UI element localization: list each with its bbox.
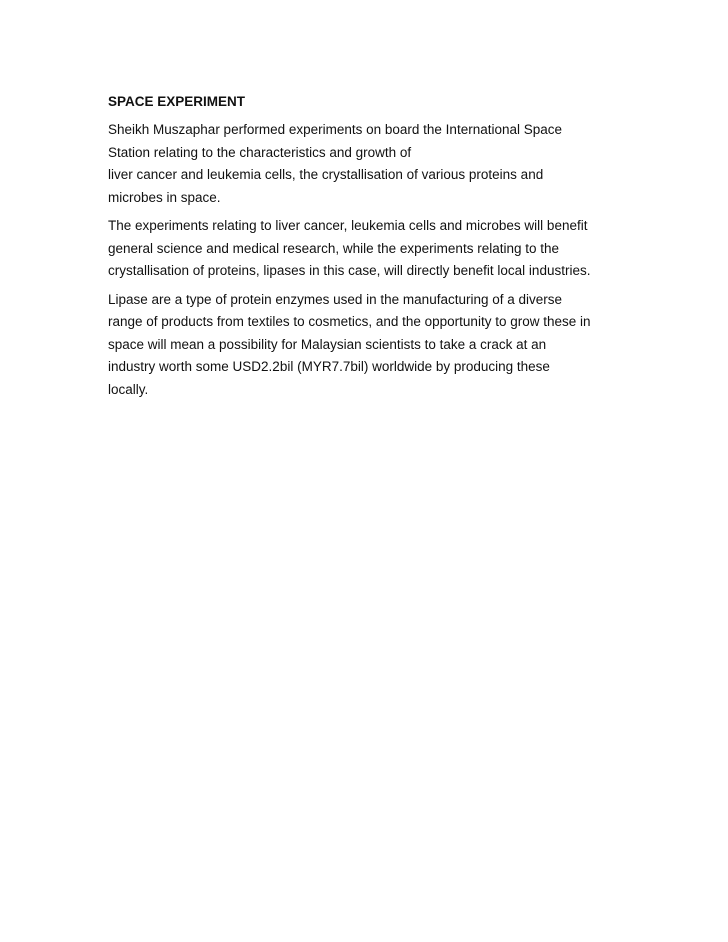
paragraph-line: range of products from textiles to cosmetics, and the opportunity to grow these in bbox=[108, 314, 591, 329]
paragraph-line: liver cancer and leukemia cells, the crystallisation of various proteins and bbox=[108, 167, 544, 182]
paragraph-line: space will mean a possibility for Malaysian scientists to take a crack at an bbox=[108, 336, 547, 352]
document-body bbox=[108, 91, 628, 407]
document-heading: SPACE EXPERIMENT bbox=[108, 94, 246, 109]
paragraph-line: Sheikh Muszaphar performed experiments on board the International Space bbox=[108, 122, 563, 137]
paragraph-line: Lipase are a type of protein enzymes used in the manufacturing of a diverse bbox=[108, 291, 563, 307]
paragraph-line: microbes in space. bbox=[108, 189, 221, 205]
paragraph-3 bbox=[108, 289, 628, 402]
paragraph-line: Station relating to the characteristics and growth of bbox=[108, 144, 412, 160]
paragraph-2 bbox=[108, 215, 628, 283]
paragraph-line: industry worth some USD2.2bil (MYR7.7bil) worldwide by producing these bbox=[108, 359, 550, 374]
paragraph-line: locally. bbox=[108, 381, 149, 397]
paragraph-line: general science and medical research, while the experiments relating to the bbox=[108, 240, 559, 256]
paragraph-1 bbox=[108, 119, 628, 209]
paragraph-line: The experiments relating to liver cancer, leukemia cells and microbes will benefit bbox=[108, 218, 588, 233]
paragraph-line: crystallisation of proteins, lipases in this case, will directly benefit local industries. bbox=[108, 263, 591, 278]
